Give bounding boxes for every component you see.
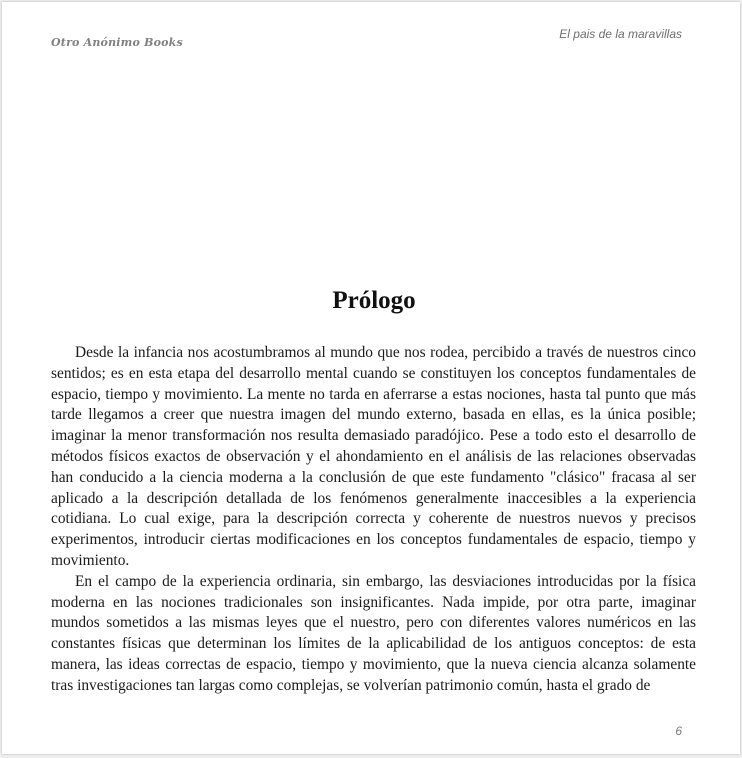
paragraph: En el campo de la experiencia ordinaria, sin embargo, las desviaciones introducidas por la física moderna en las nociones tradicionales son insignificantes. Nada impide, por otra parte, imaginar mundos sometidos a las mismas leyes que el nuestro, pero con diferentes valores numéricos en las constantes físicas que determinan los límites de la aplicabilidad de los antiguos conceptos: de esta manera, las ideas correctas de espacio, tiempo y movimiento, que la nueva ciencia alcanza solamente tras investigaciones tan largas como complejas, se volverían patrimonio común, hasta el grado de (51, 572, 696, 694)
chapter-title: Prólogo (332, 287, 416, 314)
book-page (2, 2, 740, 754)
running-header-publisher: Otro Anónimo Books (51, 36, 183, 49)
chapter-body (51, 343, 696, 697)
page-number: 6 (675, 724, 682, 738)
running-header-book-title: El pais de la maravillas (559, 27, 682, 41)
paragraph: Desde la infancia nos acostumbramos al mundo que nos rodea, percibido a través de nuestros cinco sentidos; es en esta etapa del desarrollo mental cuando se constituyen los conceptos fundamentales de espacio, tiempo y movimiento. La mente no tarda en aferrarse a estas nociones, hasta tal punto que más tarde llegamos a creer que nuestra imagen del mundo externo, basada en ellas, es la única posible; imaginar la menor transformación nos resulta demasiado paradójico. Pese a todo esto el desarrollo de métodos físicos exactos de observación y el ahondamiento en el análisis de las relaciones observadas han conducido a la ciencia moderna a la conclusión de que este fundamento "clásico" fracasa al ser aplicado a la descripción detallada de los fenómenos generalmente inaccesibles a la experiencia cotidiana. Lo cual exige, para la descripción correcta y coherente de nuestros nuevos y precisos experimentos, introducir ciertas modificaciones en los conceptos fundamentales de espacio, tiempo y movimiento. (51, 344, 696, 569)
